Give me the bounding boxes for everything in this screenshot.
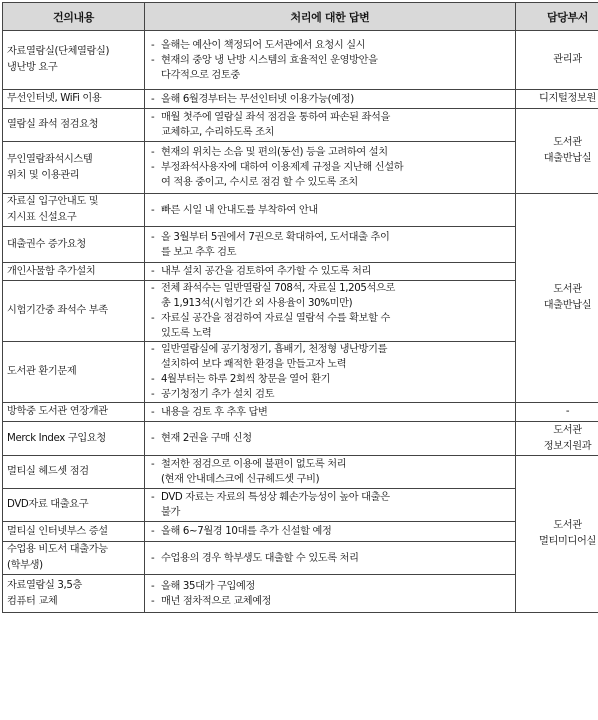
- response-line: - 올해는 예산이 책정되어 도서관에서 요청시 실시: [149, 38, 511, 53]
- suggestion-item: 도서관 환기문제: [3, 342, 145, 403]
- table-row: [3, 403, 598, 422]
- response-line: - 전체 좌석수는 일반열람실 708석, 자료실 1,205석으로 총 1,913석(시험기간 외 사용율이 30%미만): [149, 281, 511, 311]
- table-row: [3, 281, 598, 342]
- table-row: [3, 142, 598, 194]
- response-line: - 공기청정기 추가 설치 검토: [149, 387, 511, 402]
- suggestion-item: 무선인터넷, WiFi 이용: [3, 90, 145, 109]
- response-cell: [145, 403, 516, 422]
- response-cell: [145, 342, 516, 403]
- response-line: - 철저한 점검으로 이용에 불편이 없도록 처리 (현재 안내데스크에 신규헤드셋 구비): [149, 457, 511, 487]
- suggestion-item: 자료열람실(단체열람실) 냉난방 요구: [3, 31, 145, 90]
- table-row: [3, 194, 598, 227]
- table-row: [3, 422, 598, 456]
- suggestion-item: 시험기간중 좌석수 부족: [3, 281, 145, 342]
- response-cell: [145, 456, 516, 489]
- response-line: - 자료실 공간을 점검하여 자료실 열람석 수를 확보할 수 있도록 노력: [149, 311, 511, 341]
- response-cell: [145, 281, 516, 342]
- suggestion-item: 무인열람좌석시스템 위치 및 이용관리: [3, 142, 145, 194]
- dept-cell: 도서관 대출반납실: [516, 194, 598, 403]
- response-cell: [145, 31, 516, 90]
- response-cell: [145, 90, 516, 109]
- table-row: [3, 542, 598, 575]
- table-row: [3, 342, 598, 403]
- suggestion-item: 자료실 입구안내도 및 지시표 신설요구: [3, 194, 145, 227]
- response-cell: [145, 194, 516, 227]
- table-row: [3, 31, 598, 90]
- response-cell: [145, 575, 516, 613]
- response-cell: [145, 227, 516, 263]
- response-cell: [145, 522, 516, 542]
- suggestion-item: DVD자료 대출요구: [3, 489, 145, 522]
- response-cell: [145, 422, 516, 456]
- suggestions-table: [2, 2, 598, 613]
- dept-cell: 도서관 멀티미디어실: [516, 456, 598, 613]
- table-row: [3, 227, 598, 263]
- response-line: - 현재의 중앙 냉 난방 시스템의 효율적인 운영방안을 다각적으로 검토중: [149, 53, 511, 83]
- response-line: - 내부 설치 공간을 검토하여 추가할 수 있도록 처리: [149, 264, 511, 279]
- table-row: [3, 90, 598, 109]
- suggestion-item: 열람실 좌석 점검요청: [3, 109, 145, 142]
- response-line: - 내용을 검토 후 추후 답변: [149, 405, 511, 420]
- suggestion-item: 개인사물함 추가설치: [3, 263, 145, 281]
- suggestion-item: Merck Index 구입요청: [3, 422, 145, 456]
- response-line: - 수업용의 경우 학부생도 대출할 수 있도록 처리: [149, 551, 511, 566]
- header-item: 건의내용: [3, 3, 145, 31]
- table-row: [3, 522, 598, 542]
- header-dept: 담당부서: [516, 3, 598, 31]
- response-line: - 현재의 위치는 소음 및 편의(동선) 등을 고려하여 설치: [149, 145, 511, 160]
- response-line: - 올해 6월경부터는 무선인터넷 이용가능(예정): [149, 92, 511, 107]
- response-line: - 현재 2권을 구매 신청: [149, 431, 511, 446]
- response-cell: [145, 489, 516, 522]
- response-cell: [145, 542, 516, 575]
- table-row: [3, 263, 598, 281]
- table-row: [3, 456, 598, 489]
- response-line: - 올해 6~7월경 10대를 추가 신설할 예정: [149, 524, 511, 539]
- suggestion-item: 멀티실 인터넷부스 증설: [3, 522, 145, 542]
- dept-cell: 디지털정보원: [516, 90, 598, 109]
- header-response: 처리에 대한 답변: [145, 3, 516, 31]
- response-line: - 부정좌석사용자에 대하여 이용제제 규정을 지난해 신설하 여 적용 중이고, 수시로 점검 할 수 있도록 조치: [149, 160, 511, 190]
- suggestion-item: 멀티실 헤드셋 점검: [3, 456, 145, 489]
- suggestion-item: 수업용 비도서 대출가능 (학부생): [3, 542, 145, 575]
- suggestion-item: 대출권수 증가요청: [3, 227, 145, 263]
- response-cell: [145, 263, 516, 281]
- table-row: [3, 489, 598, 522]
- suggestion-item: 자료열람실 3,5층 컴퓨터 교체: [3, 575, 145, 613]
- table-row: [3, 575, 598, 613]
- dept-cell: 도서관 정보지원과: [516, 422, 598, 456]
- dept-cell: 관리과: [516, 31, 598, 90]
- dept-cell: 도서관 대출반납실: [516, 109, 598, 194]
- suggestion-item: 방학중 도서관 연장개관: [3, 403, 145, 422]
- response-line: - 일반열람실에 공기청정기, 흡배기, 천정형 냉난방기를 설치하여 보다 쾌적한 환경을 만들고자 노력: [149, 342, 511, 372]
- response-line: - 빠른 시일 내 안내도를 부착하여 안내: [149, 203, 511, 218]
- response-line: - 4월부터는 하루 2회씩 창문을 열어 환기: [149, 372, 511, 387]
- response-cell: [145, 142, 516, 194]
- response-line: - 올해 35대가 구입예정: [149, 579, 511, 594]
- response-line: - 매월 첫주에 열람실 좌석 점검을 통하여 파손된 좌석을 교체하고, 수리하도록 조치: [149, 110, 511, 140]
- table-body: [3, 31, 598, 613]
- response-line: - 올 3월부터 5권에서 7권으로 확대하여, 도서대출 추이 를 보고 추후 검토: [149, 230, 511, 260]
- table-row: [3, 109, 598, 142]
- response-line: - 매년 점차적으로 교체예정: [149, 594, 511, 609]
- response-cell: [145, 109, 516, 142]
- dept-cell: -: [516, 403, 598, 422]
- header-row: [3, 3, 598, 31]
- response-line: - DVD 자료는 자료의 특성상 훼손가능성이 높아 대출은 불가: [149, 490, 511, 520]
